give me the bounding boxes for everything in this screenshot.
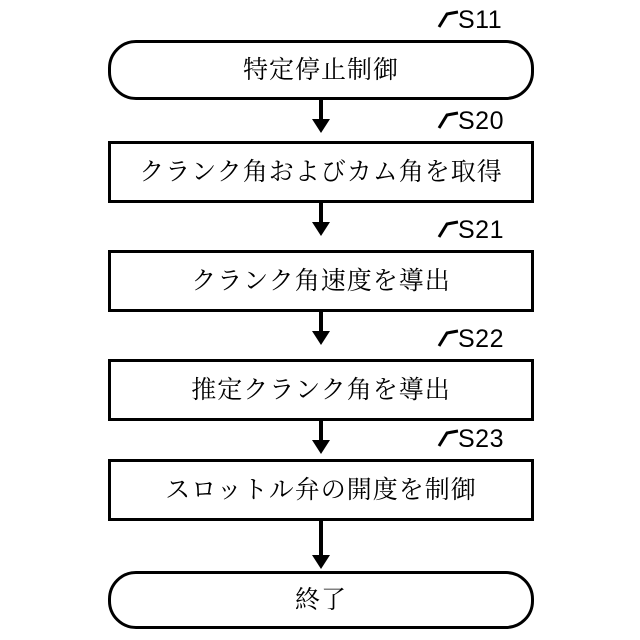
flow-arrow-s21-s22 — [319, 312, 323, 345]
flow-arrow-s23-end — [319, 521, 323, 569]
flow-node-label: クランク角およびカム角を取得 — [139, 158, 503, 186]
leader-tick-s22 — [437, 329, 459, 347]
flow-node-s11 — [108, 40, 534, 100]
step-label-s23: S23 — [458, 425, 504, 453]
flow-node-label: 特定停止制御 — [242, 56, 399, 84]
flow-node-label: スロットル弁の開度を制御 — [165, 476, 477, 504]
flow-arrow-s11-s20 — [319, 100, 323, 133]
step-label-s21: S21 — [458, 216, 504, 244]
flow-node-end — [108, 571, 534, 629]
flow-node-label: 推定クランク角を導出 — [191, 376, 451, 404]
flow-node-label: クランク角速度を導出 — [191, 267, 451, 295]
flow-node-label: 終了 — [294, 586, 347, 614]
step-label-s20: S20 — [458, 107, 504, 135]
leader-tick-s23 — [437, 429, 459, 447]
flow-node-s20 — [108, 141, 534, 203]
flow-node-s22 — [108, 359, 534, 421]
flow-arrow-s22-s23 — [319, 421, 323, 454]
step-label-s11: S11 — [458, 6, 503, 34]
leader-tick-s20 — [437, 111, 459, 129]
flow-node-s23 — [108, 459, 534, 521]
step-label-s22: S22 — [458, 325, 504, 353]
flow-node-s21 — [108, 250, 534, 312]
flow-arrow-s20-s21 — [319, 203, 323, 236]
leader-tick-s21 — [437, 220, 459, 238]
leader-tick-s11 — [437, 10, 459, 28]
